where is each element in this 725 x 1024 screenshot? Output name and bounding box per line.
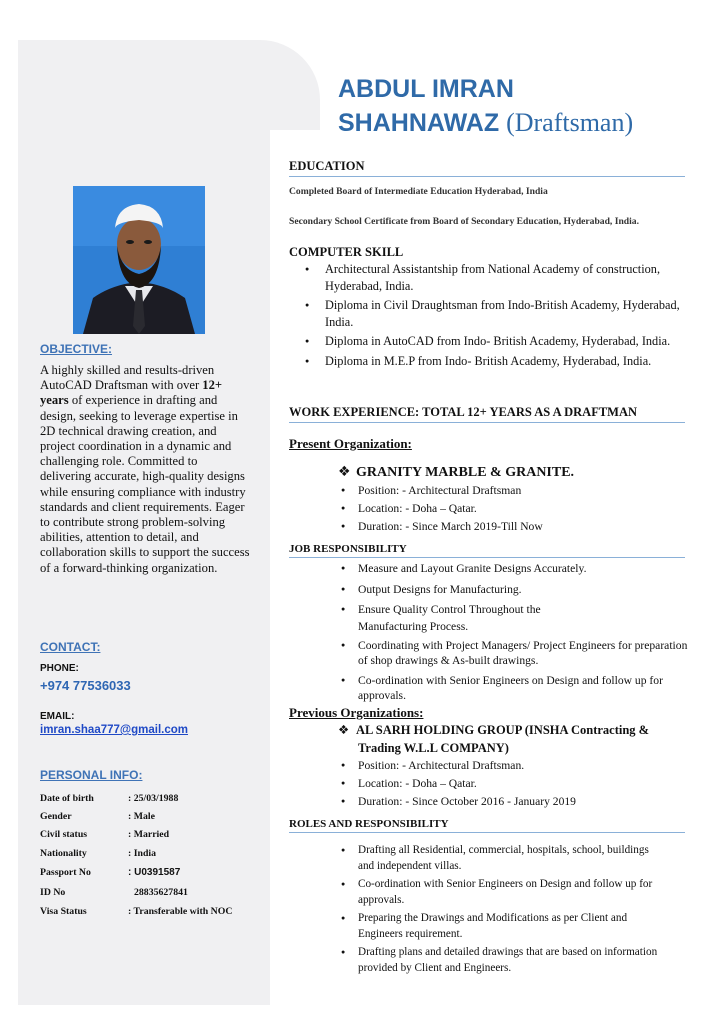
list-item: ● Location: - Doha – Qatar.: [334, 776, 684, 791]
job-responsibility-heading: JOB RESPONSIBILITY: [289, 543, 685, 558]
list-item: ● Drafting plans and detailed drawings that are based on information provided by Client and Engineers.: [334, 944, 664, 976]
list-item: ● Diploma in Civil Draughtsman from Indo-British Academy, Hyderabad, India.: [295, 297, 685, 330]
roles-responsibility-list: [334, 842, 664, 979]
candidate-name: ABDUL IMRAN SHAHNAWAZ (Draftsman): [338, 75, 634, 137]
previous-details-list: [334, 758, 684, 812]
phone-label: PHONE:: [40, 663, 79, 674]
objective-heading: OBJECTIVE:: [40, 342, 113, 356]
present-company: ❖ GRANITY MARBLE & GRANITE.: [338, 464, 575, 480]
work-experience-heading: WORK EXPERIENCE: TOTAL 12+ YEARS AS A DRAFTMAN: [289, 405, 685, 423]
personal-info-heading: PERSONAL INFO:: [40, 768, 143, 782]
profile-photo: [73, 186, 205, 334]
list-item: ● Preparing the Drawings and Modifications as per Client and Engineers requirement.: [334, 910, 664, 942]
previous-company: ❖ AL SARH HOLDING GROUP (INSHA Contracting & Trading W.L.L COMPANY): [338, 722, 650, 755]
list-item: ● Duration: - Since October 2016 - January 2019: [334, 794, 684, 809]
list-item: ● Ensure Quality Control Throughout the Manufacturing Process.: [334, 601, 690, 635]
list-item: ● Measure and Layout Granite Designs Accurately.: [334, 561, 690, 576]
list-item: ● Architectural Assistantship from National Academy of construction, Hyderabad, India.: [295, 261, 685, 294]
objective-text: A highly skilled and results-driven AutoCAD Draftsman with over 12+ years of experience in drafting and design, seeking to leverage expertise in 2D technical drawing creation, and project coordination in a dynamic and challenging role. Committed to delivering accurate, high-quality designs while ensuring compliance with industry standards and client requirements. Eager to contribute strong problem-solving abilities, attention to detail, and collaboration skills to support the success of a forward-thinking organization.: [40, 363, 250, 575]
email-link[interactable]: imran.shaa777@gmail.com: [40, 724, 189, 736]
education-item: Secondary School Certificate from Board of Secondary Education, Hyderabad, India.: [289, 216, 639, 227]
previous-org-heading: Previous Organizations:: [289, 705, 424, 720]
education-heading: EDUCATION: [289, 159, 685, 177]
list-item: ● Position: - Architectural Draftsman: [334, 483, 684, 498]
list-item: ● Position: - Architectural Draftsman.: [334, 758, 684, 773]
sidebar-curve: [230, 40, 320, 130]
list-item: ● Duration: - Since March 2019-Till Now: [334, 519, 684, 534]
present-details-list: [334, 483, 684, 537]
job-responsibility-list: [334, 561, 690, 706]
roles-responsibility-heading: ROLES AND RESPONSIBILITY: [289, 818, 685, 833]
contact-heading: CONTACT:: [40, 640, 101, 654]
list-item: ● Coordinating with Project Managers/ Project Engineers for preparation of shop drawings & As-built drawings.: [334, 638, 690, 668]
diamond-bullet-icon: ❖: [338, 722, 350, 737]
computer-skill-heading: COMPUTER SKILL: [289, 245, 404, 259]
present-org-heading: Present Organization:: [289, 436, 412, 451]
list-item: ● Co-ordination with Senior Engineers on Design and follow up for approvals.: [334, 876, 664, 908]
phone-number: +974 77536033: [40, 678, 131, 693]
list-item: ● Drafting all Residential, commercial, hospitals, school, buildings and independent villas.: [334, 842, 664, 874]
diamond-bullet-icon: ❖: [338, 464, 351, 480]
list-item: ● Location: - Doha – Qatar.: [334, 501, 684, 516]
list-item: ● Output Designs for Manufacturing.: [334, 582, 690, 597]
list-item: ● Diploma in M.E.P from Indo- British Academy, Hyderabad, India.: [295, 353, 685, 370]
email-label: EMAIL:: [40, 711, 75, 722]
list-item: ● Diploma in AutoCAD from Indo- British Academy, Hyderabad, India.: [295, 333, 685, 350]
computer-skill-list: [295, 261, 685, 372]
education-item: Completed Board of Intermediate Education Hyderabad, India: [289, 186, 548, 197]
candidate-role: (Draftsman): [506, 108, 634, 137]
list-item: ● Co-ordination with Senior Engineers on Design and follow up for approvals.: [334, 673, 690, 703]
